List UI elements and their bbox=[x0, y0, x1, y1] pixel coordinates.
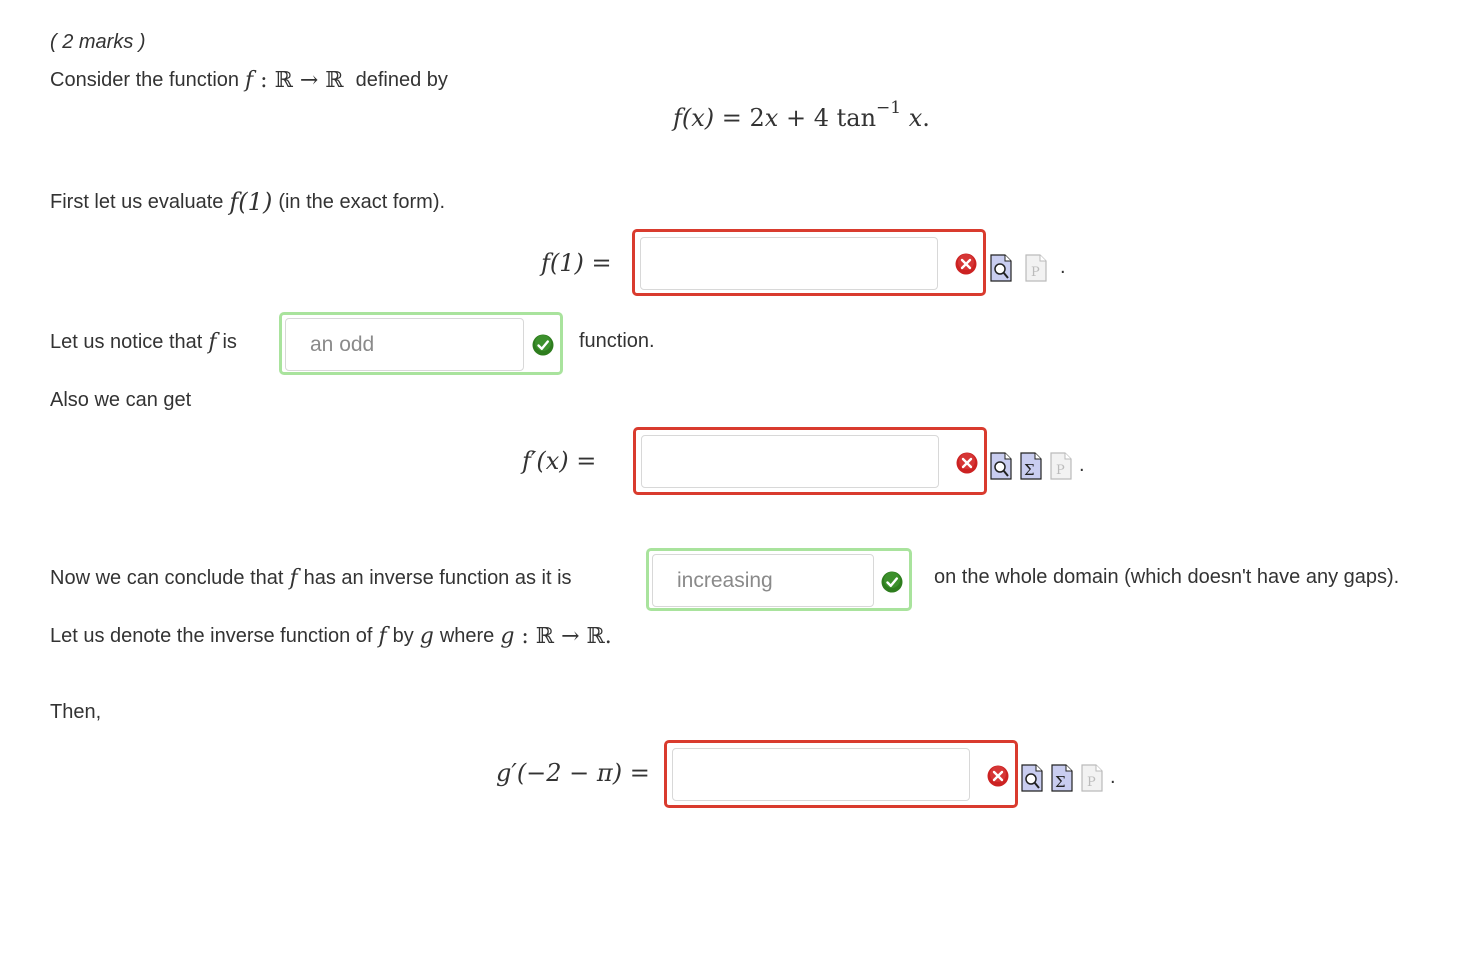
denote-rest: : ℝ → ℝ. bbox=[514, 624, 612, 649]
def-x1: x bbox=[764, 104, 779, 132]
q5-input[interactable] bbox=[672, 748, 970, 801]
equation-sigma-icon[interactable] bbox=[1020, 452, 1042, 478]
def-eq: = 2 bbox=[714, 104, 765, 132]
q3-trailing-dot: . bbox=[1079, 454, 1085, 476]
marks-label: ( 2 marks ) bbox=[50, 31, 146, 53]
svg-text:P: P bbox=[1087, 775, 1096, 790]
function-definition bbox=[673, 98, 930, 132]
intro-arrow: → bbox=[292, 68, 326, 93]
def-end: . bbox=[922, 104, 930, 132]
intro-f-symbol: f bbox=[245, 68, 254, 93]
error-x-icon bbox=[955, 253, 977, 275]
check-icon bbox=[881, 571, 903, 593]
q4-answer-box bbox=[646, 548, 912, 611]
denote-f: f bbox=[378, 624, 387, 649]
equation-sigma-icon[interactable] bbox=[1051, 764, 1073, 790]
q3-answer-box bbox=[633, 427, 987, 495]
q4-before: Now we can conclude that bbox=[50, 567, 284, 589]
q2-before: Let us notice that bbox=[50, 331, 203, 353]
q2-f-symbol: f bbox=[208, 330, 217, 355]
q1-after: (in the exact form). bbox=[278, 190, 446, 213]
intro-text bbox=[50, 68, 448, 93]
plain-text-p-icon[interactable] bbox=[1050, 452, 1072, 478]
q4-dropdown[interactable]: increasing bbox=[652, 554, 874, 607]
q3-input[interactable] bbox=[641, 435, 939, 488]
q2-dropdown[interactable]: an odd bbox=[285, 318, 524, 371]
check-icon bbox=[532, 334, 554, 356]
denote-3: where bbox=[439, 625, 495, 647]
preview-magnifier-icon[interactable] bbox=[990, 254, 1012, 280]
intro-colon: : bbox=[253, 68, 275, 93]
denote-2: by bbox=[392, 625, 414, 647]
svg-text:Σ: Σ bbox=[1024, 461, 1035, 479]
plain-text-p-icon[interactable] bbox=[1025, 254, 1047, 280]
q1-input[interactable] bbox=[640, 237, 938, 290]
def-x2: x bbox=[901, 104, 923, 132]
q4-mid: has an inverse function as it is bbox=[303, 567, 572, 589]
denote-g2: g bbox=[500, 624, 515, 649]
q1-trailing-dot: . bbox=[1060, 256, 1066, 278]
def-sup: −1 bbox=[876, 98, 902, 118]
q1-prompt bbox=[50, 188, 445, 216]
q4-after: on the whole domain (which doesn't have any gaps). bbox=[934, 566, 1400, 588]
intro-domain: ℝ bbox=[274, 68, 293, 93]
q1-answer-box bbox=[632, 229, 986, 296]
q5-answer-box bbox=[664, 740, 1018, 808]
also-text: Also we can get bbox=[50, 389, 192, 411]
intro-before: Consider the function bbox=[50, 69, 240, 91]
q1-before: First let us evaluate bbox=[50, 190, 224, 213]
q4-prompt bbox=[50, 566, 572, 591]
then-text: Then, bbox=[50, 701, 102, 723]
intro-codomain: ℝ bbox=[325, 68, 344, 93]
preview-magnifier-icon[interactable] bbox=[990, 452, 1012, 478]
error-x-icon bbox=[987, 765, 1009, 787]
denote-text bbox=[50, 624, 612, 649]
svg-text:P: P bbox=[1056, 463, 1065, 478]
plain-text-p-icon[interactable] bbox=[1081, 764, 1103, 790]
svg-text:Σ: Σ bbox=[1055, 773, 1066, 791]
svg-text:P: P bbox=[1031, 265, 1040, 280]
q1-expr: f(1) bbox=[229, 188, 273, 216]
def-plus-tan: + 4 tan bbox=[778, 104, 877, 132]
q2-is: is bbox=[222, 331, 237, 353]
denote-g: g bbox=[419, 624, 434, 649]
preview-magnifier-icon[interactable] bbox=[1021, 764, 1043, 790]
q3-label: f′(x) = bbox=[522, 447, 597, 475]
q5-label: g′(−2 − π) = bbox=[496, 759, 650, 787]
q5-trailing-dot: . bbox=[1110, 766, 1116, 788]
def-lhs: f(x) bbox=[673, 104, 715, 132]
intro-after: defined by bbox=[355, 69, 448, 91]
q1-label: f(1) = bbox=[541, 249, 612, 277]
q4-f-symbol: f bbox=[289, 566, 298, 591]
q2-prompt bbox=[50, 330, 237, 355]
error-x-icon bbox=[956, 452, 978, 474]
q2-after: function. bbox=[579, 330, 655, 352]
denote-1: Let us denote the inverse function of bbox=[50, 625, 373, 647]
q2-answer-box bbox=[279, 312, 563, 375]
